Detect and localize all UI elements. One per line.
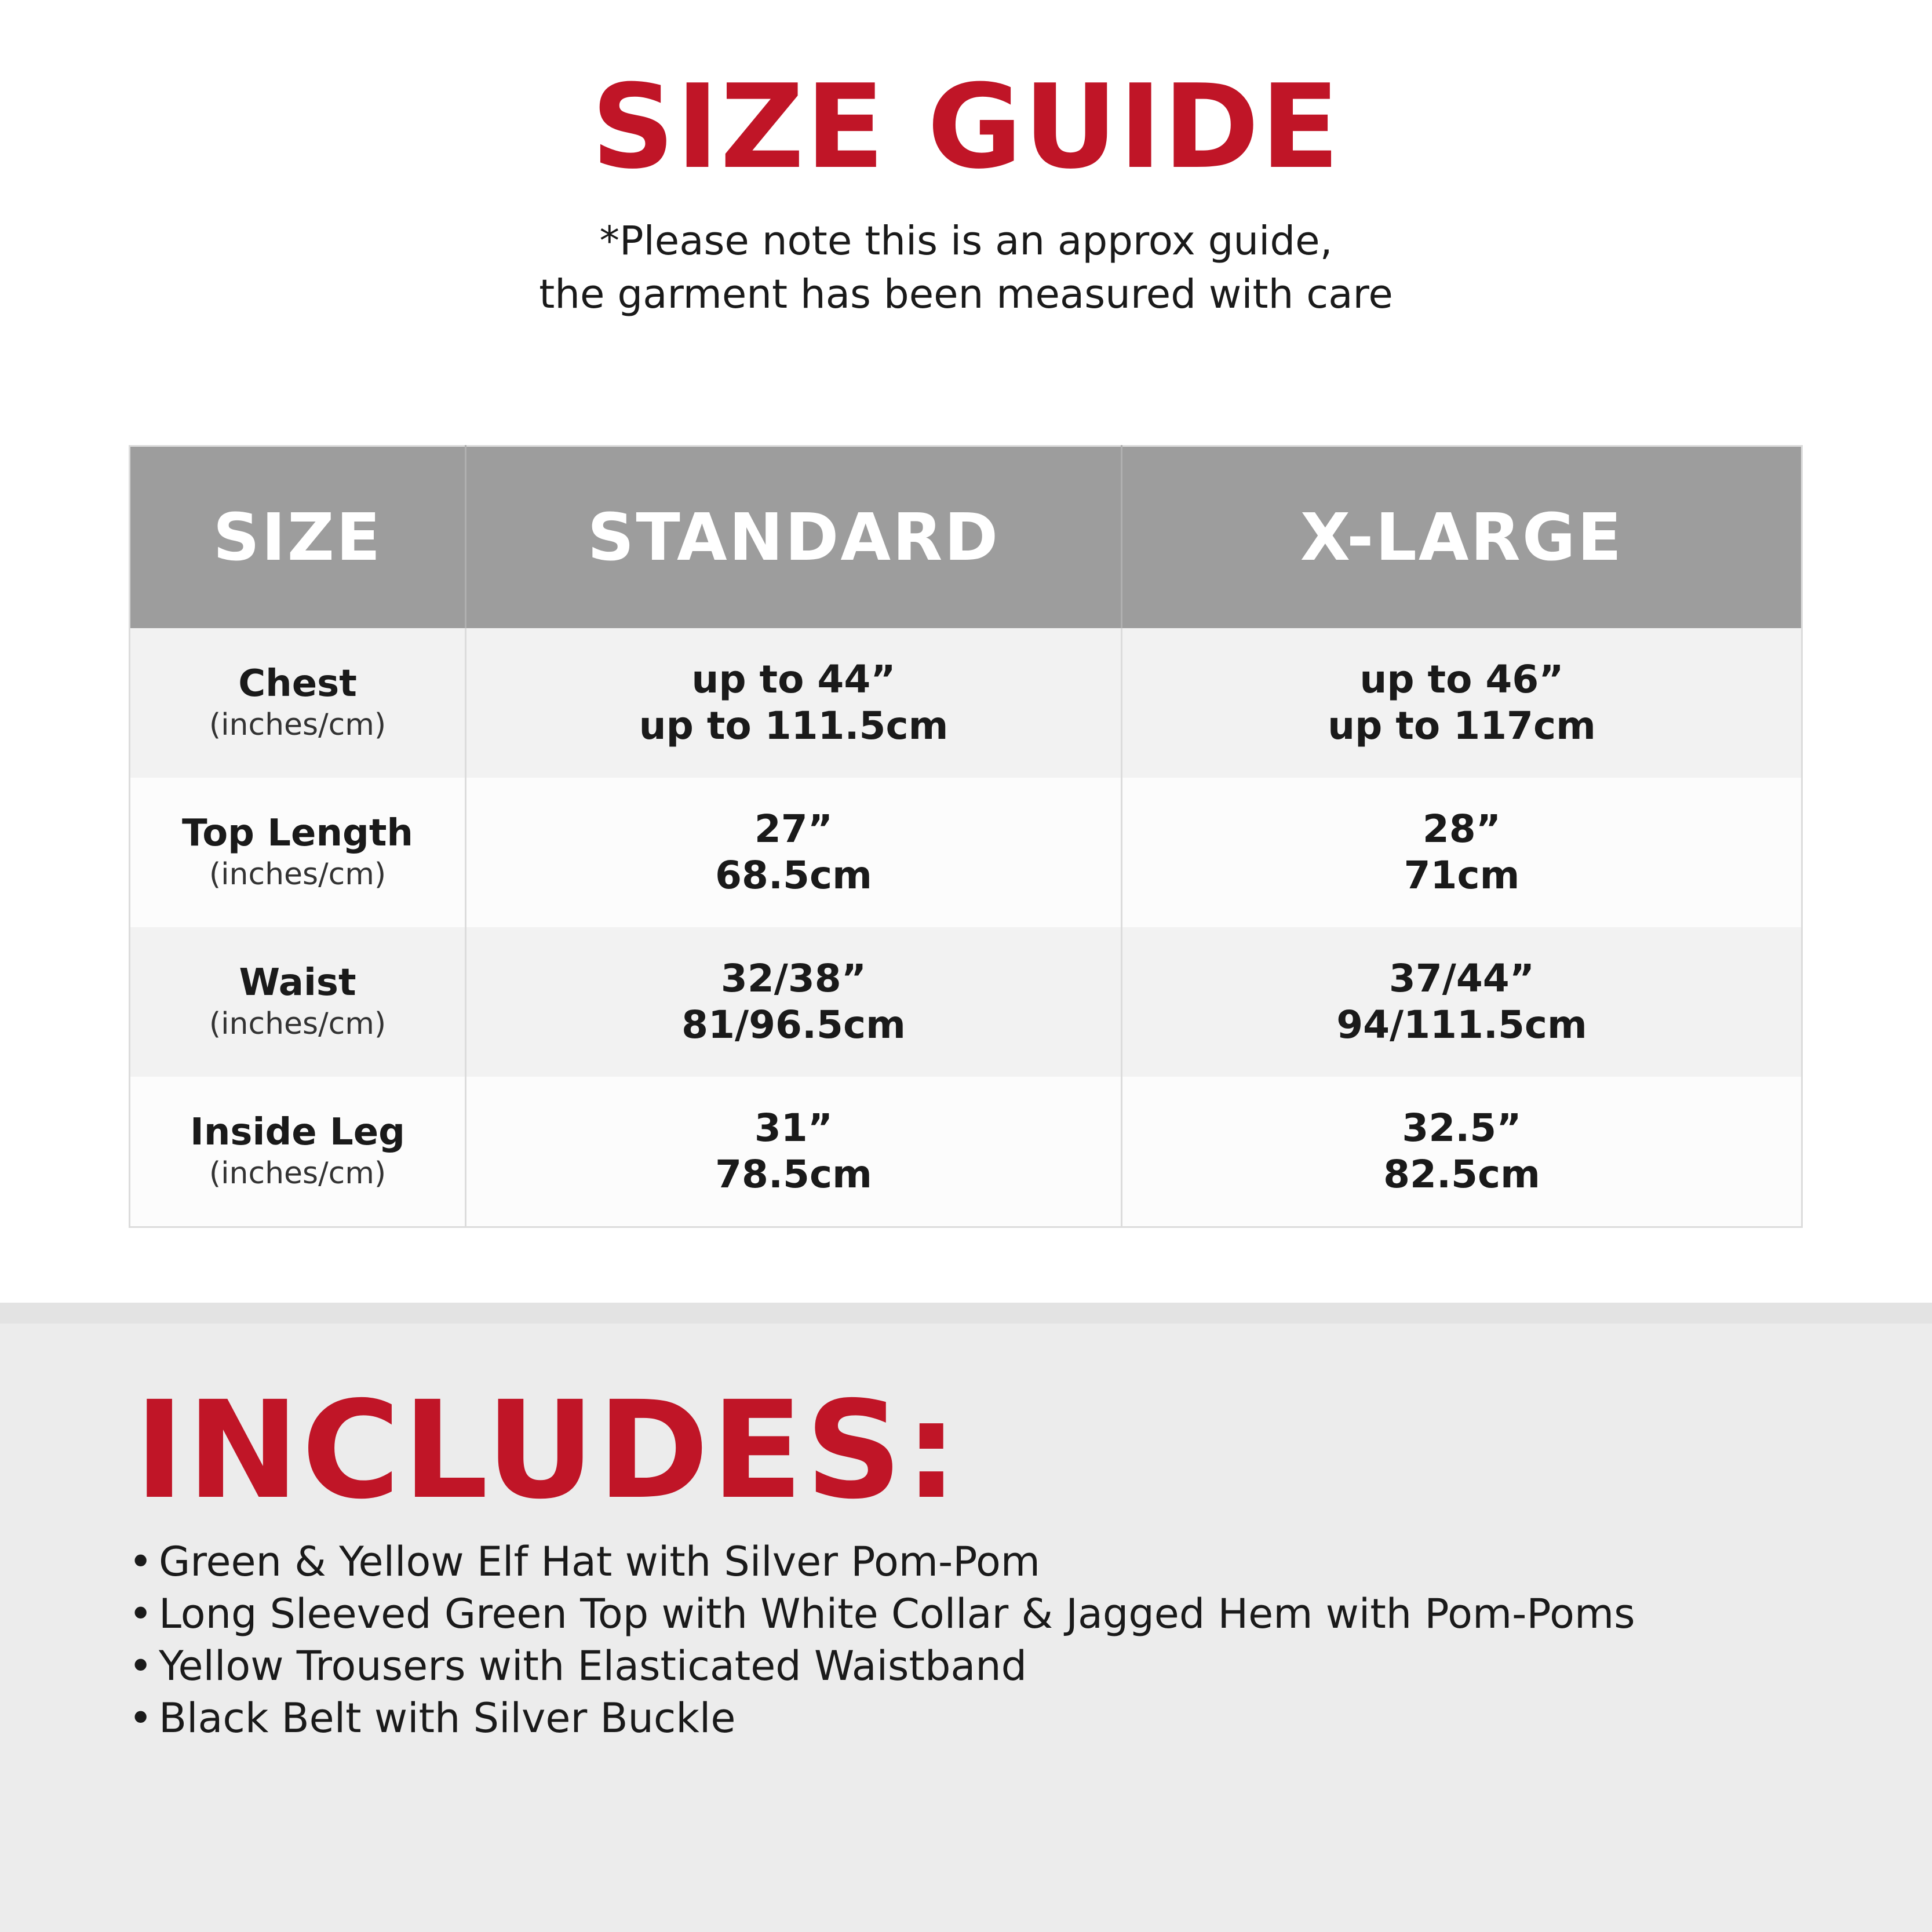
row-label-cell [130, 927, 466, 1077]
xlarge-inches: 28” [1422, 807, 1501, 851]
xlarge-cell [1122, 1077, 1802, 1227]
bullet-icon: • [129, 1590, 153, 1638]
row-label: Top Length [182, 812, 413, 855]
xlarge-inches: 32.5” [1402, 1106, 1522, 1150]
xlarge-cell [1122, 927, 1802, 1077]
list-item [129, 1536, 1635, 1588]
bullet-icon: • [129, 1538, 153, 1585]
standard-inches: 27” [754, 807, 833, 851]
row-unit: (inches/cm) [209, 1007, 387, 1041]
row-label: Waist [239, 961, 356, 1004]
header-standard: STANDARD [466, 446, 1122, 629]
includes-title: INCLUDES: [134, 1372, 961, 1529]
note-line-1: *Please note this is an approx guide, [599, 218, 1333, 264]
xlarge-inches: 37/44” [1388, 956, 1535, 1001]
table-row-waist [130, 927, 1802, 1077]
table-row-chest [130, 628, 1802, 778]
table-row-top-length [130, 778, 1802, 927]
standard-cm: 68.5cm [715, 853, 872, 898]
standard-cell [466, 927, 1122, 1077]
xlarge-cm: 71cm [1404, 853, 1520, 898]
header-xlarge: X-LARGE [1122, 446, 1802, 629]
xlarge-inches: up to 46” [1359, 657, 1564, 702]
table-row-inside-leg [130, 1077, 1802, 1227]
list-item [129, 1692, 1635, 1744]
table-header-row [130, 446, 1802, 629]
list-item-text: Yellow Trousers with Elasticated Waistband [159, 1642, 1027, 1690]
note-line-2: the garment has been measured with care [539, 271, 1393, 318]
row-label: Chest [238, 662, 357, 705]
includes-list [129, 1536, 1635, 1744]
xlarge-cm: 94/111.5cm [1336, 1003, 1587, 1047]
standard-inches: up to 44” [691, 657, 896, 702]
standard-cell [466, 628, 1122, 778]
standard-cm: up to 111.5cm [639, 703, 949, 748]
xlarge-cm: up to 117cm [1328, 703, 1596, 748]
list-item-text: Black Belt with Silver Buckle [159, 1694, 736, 1742]
row-label-cell [130, 778, 466, 927]
row-unit: (inches/cm) [209, 708, 387, 742]
size-table [129, 445, 1803, 1228]
row-label-cell [130, 628, 466, 778]
bullet-icon: • [129, 1694, 153, 1742]
row-unit: (inches/cm) [209, 857, 387, 892]
header-size: SIZE [130, 446, 466, 629]
standard-cm: 81/96.5cm [681, 1003, 906, 1047]
includes-panel [0, 1303, 1932, 1932]
standard-cell [466, 1077, 1122, 1227]
list-item-text: Green & Yellow Elf Hat with Silver Pom-Pom [159, 1538, 1040, 1585]
page-title: SIZE GUIDE [591, 60, 1341, 195]
row-label: Inside Leg [190, 1111, 405, 1154]
list-item [129, 1640, 1635, 1692]
xlarge-cell [1122, 778, 1802, 927]
standard-inches: 32/38” [720, 956, 867, 1001]
standard-cm: 78.5cm [715, 1152, 872, 1197]
standard-cell [466, 778, 1122, 927]
xlarge-cm: 82.5cm [1383, 1152, 1540, 1197]
list-item [129, 1588, 1635, 1640]
panel-divider [0, 1303, 1932, 1324]
row-unit: (inches/cm) [209, 1156, 387, 1191]
standard-inches: 31” [754, 1106, 833, 1150]
approx-guide-note [0, 214, 1932, 321]
list-item-text: Long Sleeved Green Top with White Collar & Jagged Hem with Pom-Poms [159, 1590, 1635, 1638]
xlarge-cell [1122, 628, 1802, 778]
bullet-icon: • [129, 1642, 153, 1690]
row-label-cell [130, 1077, 466, 1227]
